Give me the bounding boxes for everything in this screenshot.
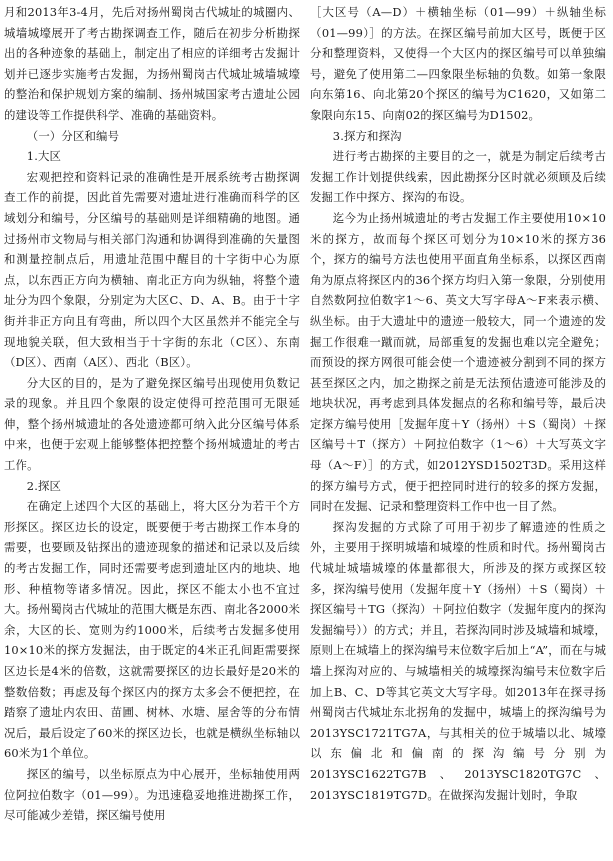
tanqu-paragraph-2: 探区的编号，以坐标原点为中心展开，坐标轴使用两位阿拉伯数字（01—99）。为迅速稳妥地推进勘探工作，尽可能减少差错，探区编号使用 bbox=[4, 766, 300, 823]
tanfang-paragraph-2: 迄今为止扬州城遗址的考古发掘工作主要使用10×10米的探方，故而每个探区可划分为10×10米的探方36个，探方的编号方法也使用平面直角坐标系，以探区西南角为原点将探区内的36个探方均归入第一象限，分别使用自然数阿拉伯数字1～6、英文大写字母A～F来表示横、纵坐标。由于大遗址中的遗迹一般较大，同一个遗迹的发掘工作很难一蹴而就，局部重复的发掘也难以完全避免；而预设的探方网很可能会使一个遗迹被分割到不同的探方甚至探区之内，加之勘探之前是无法预估遗迹可能涉及的地块状况，再考虑到具体发掘点的名称和编号等，最后决定探方编号使用［发掘年度＋Y（扬州）＋S（蜀岗）＋探区编号＋T（探方）＋阿拉伯数字（1～6）＋大写英文字母（A～F）］的方式，如2012YSD1502T3D。采用这样的探方编号方式，便于把控同时进行的较多的探方发掘，同时在发掘、记录和整理资料工作中也一目了然。 bbox=[310, 210, 606, 514]
subheading-tanqu: 2.探区 bbox=[26, 478, 62, 493]
continued-paragraph: ［大区号（A—D）＋横轴坐标（01—99）＋纵轴坐标（01—99）］的方法。在探区编号前加大区号，既便于区分和整理资料，又使得一个大区内的探区编号可以单独编号，避免了使用第二—四象限坐标轴的负数。如第一象限向东第16、向北第20个探区的编号为C1620，又如第二象限向东15、向南02的探区编号为D1502。 bbox=[310, 5, 606, 122]
daqu-paragraph-2: 分大区的目的，是为了避免探区编号出现使用负数记录的现象。并且四个象限的设定使得可控范围可无限延伸，整个扬州城遗址的各处遗迹都可纳入此分区编号体系中来，也便于宏观上能够整体把控整个扬州城遗址的考古工作。 bbox=[4, 375, 300, 473]
section-heading: （一）分区和编号 bbox=[26, 128, 120, 143]
tanfang-paragraph-1: 进行考古勘探的主要目的之一，就是为制定后续考古发掘工作计划提供线索，因此勘探分区时就必须顾及后续发掘工作中探方、探沟的布设。 bbox=[310, 149, 606, 205]
left-column bbox=[4, 2, 300, 826]
intro-paragraph: 月和2013年3-4月，先后对扬州蜀岗古代城址的城圈内、城墙城壕展开了考古勘探调查工作，随后在初步分析勘探出的各种迹象的基础上，制定出了相应的详细考古发掘计划并已逐步实施考古发掘，为扬州蜀岗古代城址城墙城壕的整治和保护规划方案的编制、扬州城国家考古遗址公园的建设等工作提供科学、准确的基础资料。 bbox=[4, 5, 300, 122]
daqu-paragraph-1: 宏观把控和资料记录的准确性是开展系统考古勘探调查工作的前提，因此首先需要对遗址进行准确而科学的区域划分和编号，分区编号的基础则是详细精确的地图。通过扬州市文物局与相关部门沟通和协调得到准确的矢量图和测量控制点后，用遗址范围中醒目的十字街中心为原点，以东西正方向为横轴、南北正方向为纵轴，将整个遗址分为四个象限，分别定为大区C、D、A、B。由于十字街并非正方向且有弯曲，所以四个大区虽然并不能完全与现地貌关联，但大致相当于十字街的东北（C区）、东南（D区）、西南（A区）、西北（B区）。 bbox=[4, 169, 300, 370]
subheading-daqu: 1.大区 bbox=[26, 149, 62, 164]
right-column bbox=[310, 2, 606, 805]
tanqu-paragraph-1: 在确定上述四个大区的基础上，将大区分为若干个方形探区。探区边长的设定，既要便于考古勘探工作本身的需要，也要顾及钻探出的遗迹现象的描述和记录以及后续的考古发掘工作，同时还需要考虑到遗址区内的地块、地形、种植物等诸多情况。因此，探区不能太小也不宜过大。扬州蜀岗古代城址的范围大概是东西、南北各2000米余，大区的长、宽则为约1000米，后续考古发掘多使用10×10米的探方发掘法，由于既定的4米正孔间距需要探区边长是4米的倍数，这就需要探区的边长最好是20米的整数倍数；再虑及每个探区内的探方太多会不便把控，在踏察了遗址内农田、苗圃、树林、水塘、屋舍等的分布情况后，最后设定了60米的探区边长，也就是横纵坐标轴以60米为1个单位。 bbox=[4, 499, 300, 761]
tangou-paragraph: 探沟发掘的方式除了可用于初步了解遗迹的性质之外，主要用于探明城墙和城壕的性质和时代。扬州蜀岗古代城址城墙城壕的体量都很大，所涉及的探方或探区较多，探沟编号使用（发掘年度＋Y（扬州）＋S（蜀岗）＋探区编号＋TG（探沟）＋阿拉伯数字（发掘年度内的探沟发掘编号））的方式；并且，若探沟同时涉及城墙和城壕，原则上在城墙上的探沟编号末位数字后加上“A”，而在与城墙上探沟对应的、与城墙相关的城壕探沟编号末位数字后加上B、C、D等其它英文大写字母。如2013年在探寻扬州蜀岗古代城址东北拐角的发掘中，城墙上的探沟编号为2013YSC1721TG7A，与其相关的位于城墙以北、城壕以东偏北和偏南的探沟编号分别为2013YSC1622TG7B、2013YSC1820TG7C、2013YSC1819TG7D。在做探沟发掘计划时，争取 bbox=[310, 519, 606, 802]
subheading-tanfang: 3.探方和探沟 bbox=[332, 128, 402, 143]
